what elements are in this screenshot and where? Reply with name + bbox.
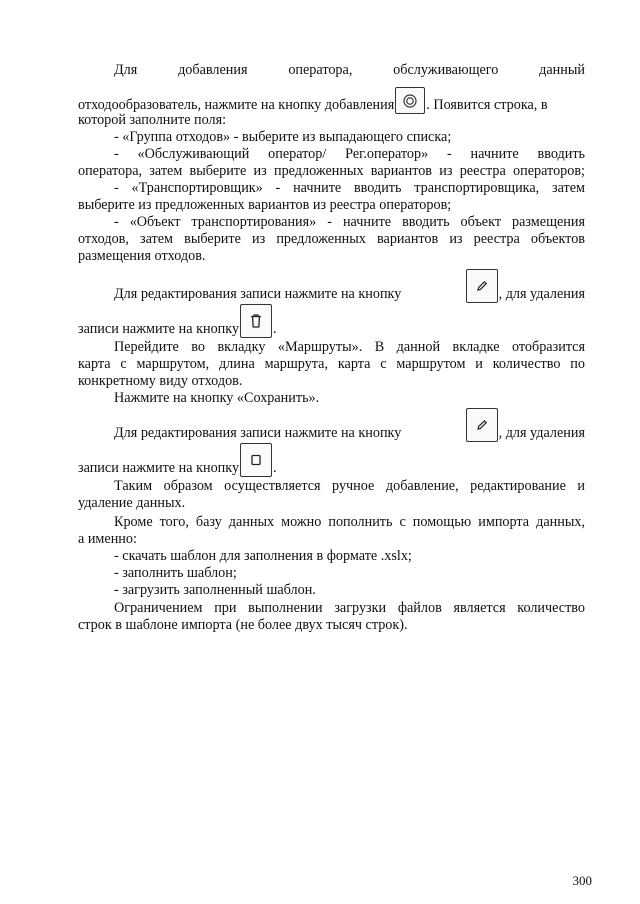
delete-button-image [240, 304, 272, 338]
paragraph-line: размещения отходов. [78, 248, 206, 264]
paragraph-line: Нажмите на кнопку «Сохранить». [114, 390, 320, 406]
paragraph-line: записи нажмите на кнопку . [78, 304, 585, 338]
trash-icon [249, 313, 263, 329]
paragraph-line: конкретному виду отходов. [78, 373, 243, 389]
pencil-icon [475, 279, 489, 293]
paragraph-line: Для добавления оператора, обслуживающего данный [114, 62, 585, 78]
paragraph-line: Для редактирования записи нажмите на кнопку , для удаления [114, 269, 585, 303]
paragraph-line: которой заполните поля: [78, 112, 227, 128]
list-item: - загрузить заполненный шаблон. [114, 582, 316, 598]
paragraph-line: строк в шаблоне импорта (не более двух тысяч строк). [78, 617, 408, 633]
page-number: 300 [572, 873, 592, 888]
paragraph-line: Перейдите во вкладку «Маршруты». В данной вкладке отобразится [114, 339, 585, 355]
list-item: - скачать шаблон для заполнения в формате .xslx; [114, 548, 412, 564]
paragraph-line: записи нажмите на кнопку . [78, 443, 585, 477]
list-item: - «Группа отходов» - выберите из выпадающего списка; [114, 129, 452, 145]
paragraph-line: а именно: [78, 531, 137, 547]
paragraph-line: Таким образом осуществляется ручное добавление, редактирование и [114, 478, 585, 494]
delete-button-image [240, 443, 272, 477]
paragraph-line: Кроме того, базу данных можно пополнить с помощью импорта данных, [114, 514, 585, 530]
paragraph-line: Для редактирования записи нажмите на кнопку , для удаления [114, 408, 585, 442]
list-item: - «Транспортировщик» - начните вводить транспортировщика, затем [114, 180, 585, 196]
square-icon [249, 453, 263, 467]
paragraph-line: карта с маршрутом, длина маршрута, карта с маршрутом и количество по [78, 356, 585, 372]
paragraph-line: выберите из предложенных вариантов из реестра операторов; [78, 197, 452, 213]
add-icon [402, 93, 418, 109]
list-item: - «Объект транспортирования» - начните вводить объект размещения [114, 214, 585, 230]
edit-button-image [466, 408, 498, 442]
paragraph-line: оператора, затем выберите из предложенных вариантов из реестра операторов; [78, 163, 585, 179]
paragraph-line: Ограничением при выполнении загрузки файлов является количество [114, 600, 585, 616]
list-item: - заполнить шаблон; [114, 565, 237, 581]
edit-button-image [466, 269, 498, 303]
paragraph-line: отходообразователь, нажмите на кнопку добавления . Появится строка, в [78, 87, 585, 114]
paragraph-line: удаление данных. [78, 495, 186, 511]
pencil-icon [475, 418, 489, 432]
list-item: - «Обслуживающий оператор/ Рег.оператор» - начните вводить [114, 146, 585, 162]
paragraph-line: отходов, затем выберите из предложенных вариантов из реестра объектов [78, 231, 585, 247]
add-button-image [395, 87, 425, 114]
